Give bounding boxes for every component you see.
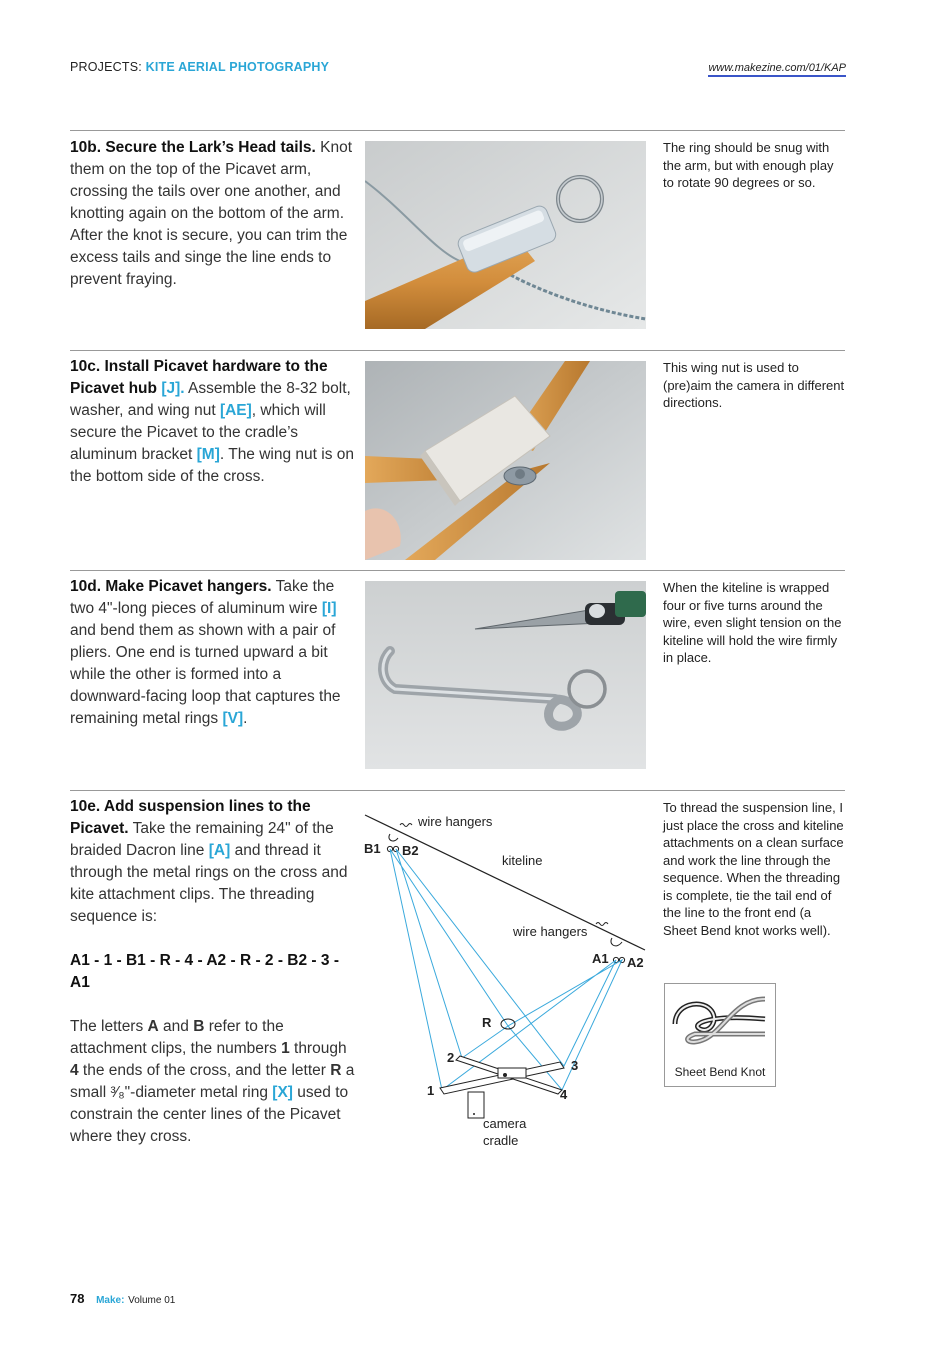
part-ref-x: [X] [272,1084,293,1101]
photo-picavet-hangers [365,581,646,769]
step-10e-paragraph-2 [70,1016,355,1148]
step-10c-body-b: , which will secure the Picavet to the cradle’s aluminum bracket [70,402,326,463]
label-wire-hangers-mid: wire hangers [513,924,588,939]
part-ref-a: [A] [208,842,231,859]
p2-number-1: 1 [281,1040,290,1057]
step-10c-body-c: . The wing nut is on the bottom side of the cross. [70,446,355,485]
header-url-link[interactable]: www.makezine.com/01/KAP [708,62,846,77]
threading-sequence: A1 - 1 - B1 - R - 4 - A2 - R - 2 - B2 - 3 - A1 [70,952,339,991]
step-10d-body-c: . [243,710,248,727]
sheet-bend-knot-figure [664,983,776,1087]
step-10b-title: 10b. Secure the Lark’s Head tails. [70,139,316,156]
label-kiteline: kiteline [502,853,543,868]
step-10e-body-a: Take the remaining 24" of the braided Dacron line [70,820,334,859]
photo-picavet-hub [365,361,646,560]
p2-c: refer to the attachment clips, the numbers [70,1018,284,1057]
label-a2: A2 [627,955,644,970]
p2-g: used to constrain the center lines of the Picavet where they cross. [70,1084,349,1145]
step-10c-text [70,356,355,488]
label-a1: A1 [592,951,609,966]
picavet-threading-diagram [360,800,660,1160]
p2-letter-b: B [193,1018,205,1035]
p2-e: the ends of the cross, and the letter [78,1062,331,1079]
label-b2: B2 [402,843,419,858]
p2-number-4: 4 [70,1062,79,1079]
sheet-bend-knot-icon [665,984,775,1064]
header-topic: KITE AERIAL PHOTOGRAPHY [145,60,330,74]
photo-larks-head-tails [365,141,646,329]
step-10d-caption: When the kiteline is wrapped four or five turns around the wire, even slight tension on the kiteline will hold the wire firmly in place. [663,580,842,665]
section-divider [70,130,845,131]
step-10b-caption: The ring should be snug with the arm, but with enough play to rotate 90 degrees or so. [663,140,834,190]
section-divider [70,350,845,351]
p2-a: The letters [70,1018,148,1035]
label-1: 1 [427,1083,435,1098]
label-cradle: cradle [483,1133,519,1148]
label-b1: B1 [364,841,381,856]
p2-f: a small ³⁄₈"-diameter metal ring [70,1062,355,1101]
part-ref-i: [I] [321,600,337,617]
step-10e-title: 10e. Add suspension lines to the Picavet. [70,798,311,837]
p2-letter-a: A [147,1018,159,1035]
part-ref-j: [J]. [161,380,185,397]
step-10d-body-a: Take the two 4"-long pieces of aluminum wire [70,578,335,617]
label-3: 3 [571,1058,579,1073]
step-10c-title: 10c. Install Picavet hardware to the Picavet hub [70,358,328,397]
label-camera: camera [483,1116,527,1131]
step-10e-caption: To thread the suspension line, I just place the cross and kiteline attachments on a clean surface and work the line through the sequence. When the threading is complete, tie the tail end of the line to the front end (a Sheet Bend knot works well). [663,800,844,938]
section-divider [70,570,845,571]
p2-letter-r: R [330,1062,342,1079]
header-section: PROJECTS: [70,60,142,74]
label-4: 4 [560,1087,568,1102]
step-10d-text [70,576,355,730]
label-2: 2 [447,1050,455,1065]
page-number: 78 [70,1291,85,1306]
part-ref-v: [V] [222,710,244,727]
knot-label: Sheet Bend Knot [674,1065,766,1079]
label-r: R [482,1015,492,1030]
step-10e-text [70,796,355,1148]
step-10c-body-a: Assemble the 8-32 bolt, washer, and wing nut [70,380,351,419]
step-10b-text [70,137,355,291]
suspension-lines [390,849,622,1090]
running-header [70,60,329,74]
p2-d: through [289,1040,347,1057]
step-10b-body: Knot them on the top of the Picavet arm, crossing the tails over one another, and knotting again on the bottom of the arm. After the knot is secure, you can trim the excess tails and singe the line ends to prevent fraying. [70,139,353,288]
section-divider [70,790,845,791]
step-10d-title: 10d. Make Picavet hangers. [70,578,272,595]
r-ring [501,1019,515,1029]
page-footer [70,1291,175,1306]
part-ref-ae: [AE] [219,402,252,419]
step-10c-caption: This wing nut is used to (pre)aim the camera in different directions. [663,360,845,410]
part-ref-m: [M] [196,446,220,463]
step-10e-body-b: and thread it through the metal rings on the cross and kite attachment clips. The threading sequence is: [70,842,348,925]
label-wire-hangers-top: wire hangers [418,814,493,829]
magazine-logo: Make: [96,1295,125,1306]
p2-b: and [158,1018,194,1035]
step-10d-body-b: and bend them as shown with a pair of pliers. One end is turned upward a bit while the other is formed into a downward-facing loop that captures the remaining metal rings [70,622,341,727]
volume-label: Volume 01 [128,1295,176,1306]
